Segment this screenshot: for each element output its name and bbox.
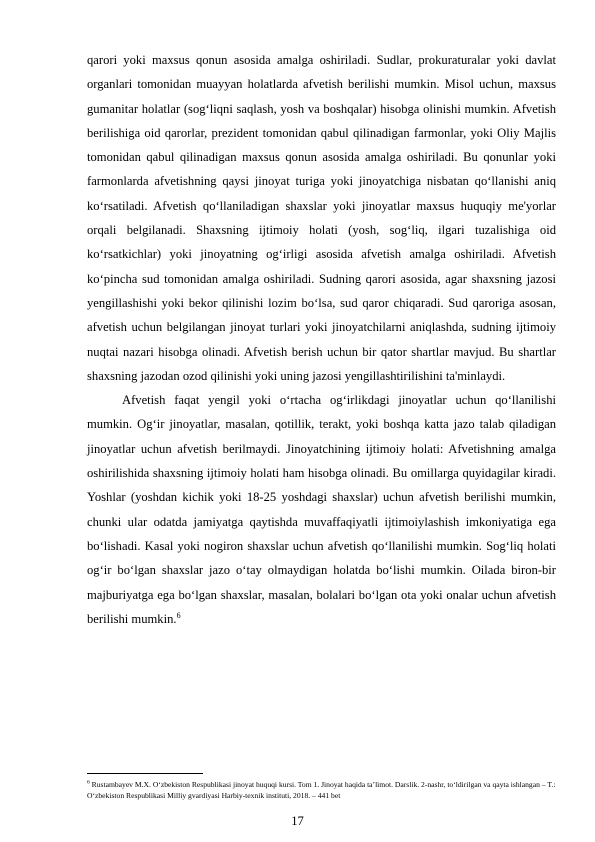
footnote: [87, 779, 556, 801]
footnote-marker: 6: [87, 779, 90, 786]
footnote-text: Rustambayev M.X. O‘zbekiston Respublikasi jinoyat huquqi kursi. Tom 1. Jinoyat haqida ta’limot. Darslik. 2-nashr, to‘ldirilgan va qayta ishlangan – T.: O‘zbekiston Respublikasi Milliy gvardiyasi Harbiy-texnik instituti, 2018. – 441 bet: [87, 780, 556, 800]
footnote-separator: [87, 773, 203, 774]
paragraph-2-text: Afvetish faqat yengil yoki o‘rtacha og‘irlikdagi jinoyatlar uchun qo‘llanilishi mumkin. Og‘ir jinoyatlar, masalan, qotillik, terakt, yoki boshqa katta jazo talab qiladigan jinoyatlar uchun afvetish berilmaydi. Jinoyatchining ijtimoiy holati: Afvetishning amalga oshirilishida shaxsning ijtimoiy holati ham hisobga olinadi. Bu omillarga quyidagilar kiradi. Yoshlar (yoshdan kichik yoki 18-25 yoshdagi shaxslar) uchun afvetish berilishi mumkin, chunki ular odatda jamiyatga qaytishda muvaffaqiyatli ijtimoiylashish imkoniyatiga ega bo‘lishadi. Kasal yoki nogiron shaxslar uchun afvetish qo‘llanilishi mumkin. Sog‘liq holati og‘ir bo‘lgan shaxslar jazo o‘tay olmaydigan holatda bo‘lishi mumkin. Oilada biron-bir majburiyatga ega bo‘lgan shaxslar, masalan, bolalari bo‘lgan ota yoki onalar uchun afvetish berilishi mumkin.: [87, 393, 556, 626]
page-number: 17: [291, 814, 304, 828]
paragraph-2: [87, 388, 556, 631]
footnote-reference[interactable]: 6: [176, 610, 181, 620]
document-body: [87, 48, 556, 631]
paragraph-1: qarori yoki maxsus qonun asosida amalga oshiriladi. Sudlar, prokuraturalar yoki davlat organlari tomonidan muayyan holatlarda afvetish berilishi mumkin. Misol uchun, maxsus gumanitar holatlar (sog‘liqni saqlash, yosh va boshqalar) hisobga olinishi mumkin. Afvetish berilishiga oid qarorlar, prezident tomonidan qabul qilinadigan farmonlar, yoki Oliy Majlis tomonidan qabul qilinadigan maxsus qonun asosida amalga oshiriladi. Bu qonunlar yoki farmonlarda afvetishning qaysi jinoyat turiga yoki jinoyatchiga nisbatan qo‘llanishi aniq ko‘rsatiladi. Afvetish qo‘llaniladigan shaxslar yoki jinoyatlar maxsus huquqiy me'yorlar orqali belgilanadi. Shaxsning ijtimoiy holati (yosh, sog‘liq, ilgari tuzalishiga oid ko‘rsatkichlar) yoki jinoyatning og‘irligi asosida afvetish amalga oshiriladi. Afvetish ko‘pincha sud tomonidan amalga oshiriladi. Sudning qarori asosida, agar shaxsning jazosi yengillashishi yoki bekor qilinishi lozim bo‘lsa, sud qaror chiqaradi. Sud qaroriga asosan, afvetish uchun belgilangan jinoyat turlari yoki jinoyatchilarni aniqlashda, sudning ijtimoiy nuqtai nazari hisobga olinadi. Afvetish berish uchun bir qator shartlar mavjud. Bu shartlar shaxsning jazodan ozod qilinishi yoki uning jazosi yengillashtirilishini ta'minlaydi.: [87, 53, 556, 383]
